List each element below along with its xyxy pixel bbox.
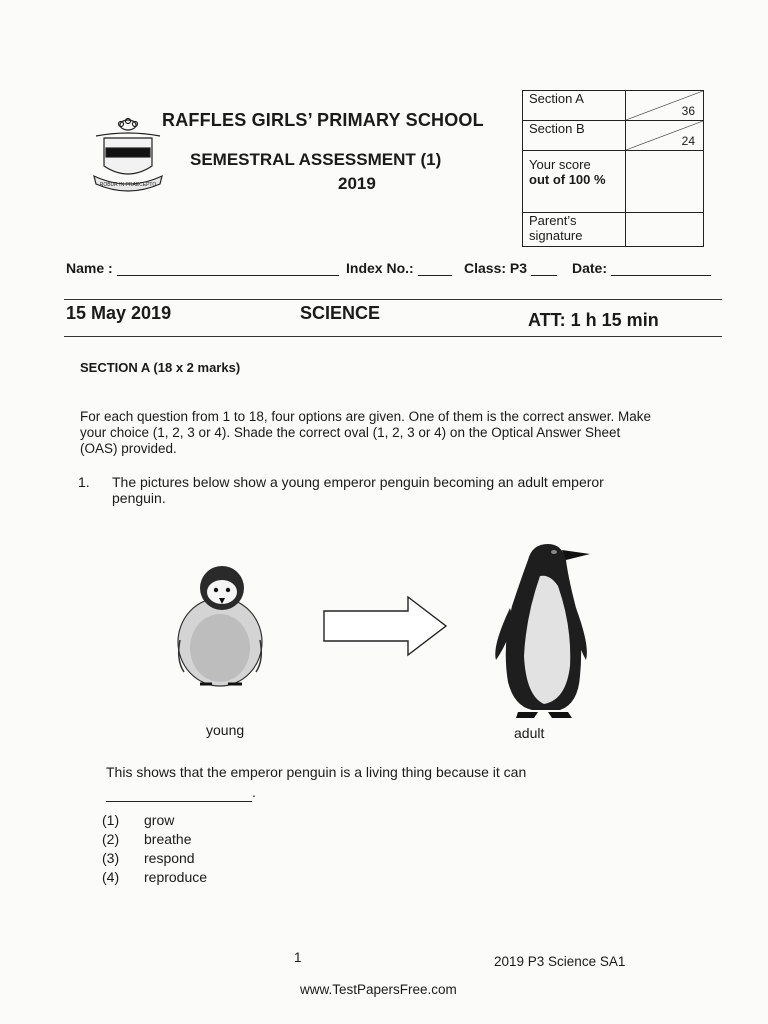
caption-adult: adult <box>514 725 545 741</box>
score-row-label: Parent’s signature <box>523 213 626 247</box>
score-row-label: Section A <box>523 91 626 121</box>
page-number: 1 <box>294 950 302 965</box>
score-row-label: Your score out of 100 % <box>523 151 626 213</box>
top-divider <box>64 299 722 300</box>
index-field[interactable]: Index No.: <box>346 260 452 276</box>
question-text: The pictures below show a young emperor penguin becoming an adult emperor penguin. <box>112 474 604 506</box>
section-title: SECTION A (18 x 2 marks) <box>80 360 241 375</box>
bottom-divider <box>64 336 722 337</box>
assessment-title: SEMESTRAL ASSESSMENT (1) <box>190 150 442 169</box>
young-penguin-icon <box>170 560 270 690</box>
growth-arrow-icon <box>322 595 448 657</box>
option-2[interactable]: (2) breathe <box>102 831 192 847</box>
exam-subject: SCIENCE <box>300 303 381 323</box>
score-cell-signature <box>626 213 704 247</box>
school-crest-icon <box>90 116 166 196</box>
class-field: Class: P3 <box>464 260 557 276</box>
question-number: 1. <box>78 474 90 490</box>
score-table <box>522 90 704 247</box>
paper-code: 2019 P3 Science SA1 <box>494 954 626 969</box>
score-cell-total <box>626 151 704 213</box>
score-cell-section-b <box>626 121 704 151</box>
exam-date: 15 May 2019 <box>66 303 172 323</box>
name-field[interactable]: Name : <box>66 260 339 276</box>
assessment-year: 2019 <box>338 174 376 193</box>
date-field[interactable]: Date: <box>572 260 711 276</box>
score-cell-section-a <box>626 91 704 121</box>
score-row-label: Section B <box>523 121 626 151</box>
adult-penguin-icon <box>488 536 594 720</box>
section-a-marks: 36 <box>681 104 695 118</box>
website-link[interactable]: www.TestPapersFree.com <box>300 982 457 997</box>
option-4[interactable]: (4) reproduce <box>102 869 208 885</box>
option-3[interactable]: (3) respond <box>102 850 195 866</box>
question-stem: This shows that the emperor penguin is a living thing because it can . <box>106 764 527 800</box>
option-1[interactable]: (1) grow <box>102 812 175 828</box>
caption-young: young <box>206 722 245 738</box>
section-b-marks: 24 <box>681 134 695 148</box>
svg-text:ROBUR IN PRAECEPTO: ROBUR IN PRAECEPTO <box>99 182 157 188</box>
exam-duration: ATT: 1 h 15 min <box>528 310 659 330</box>
school-name: RAFFLES GIRLS’ PRIMARY SCHOOL <box>162 110 484 130</box>
section-instructions: For each question from 1 to 18, four options are given. One of them is the correct answer. Make your choice (1, 2, 3 or 4). Shade the correct oval (1, 2, 3 or 4) on the Optical Answer Sheet (OAS) provided. <box>80 409 652 456</box>
